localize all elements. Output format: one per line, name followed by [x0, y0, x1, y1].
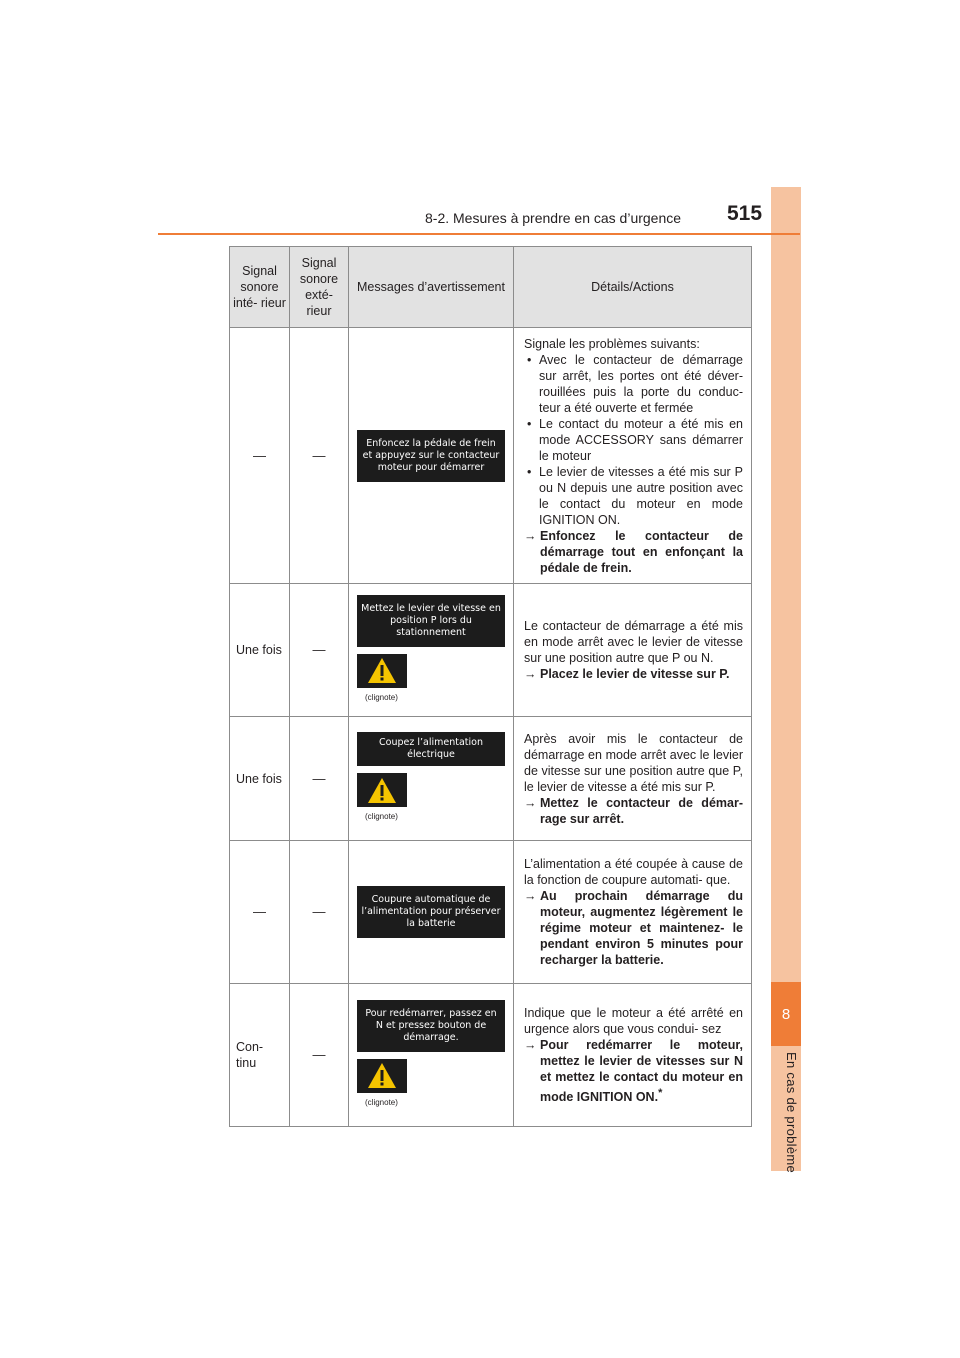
warning-triangle-icon: [357, 773, 407, 807]
blink-caption: (clignote): [365, 1097, 398, 1107]
warning-message-display: Pour redémarrer, passez en N et pressez bouton de démarrage.: [357, 1000, 505, 1052]
exterior-buzzer-cell: —: [290, 328, 349, 584]
warning-triangle-icon: [357, 654, 407, 688]
details-bullet: • Le contact du moteur a été mis en mode ACCESSORY sans démarrer le moteur: [524, 416, 743, 464]
action-text-body: Pour redémarrer le moteur, mettez le levier de vitesses sur N et mettez le contact du moteur en mode IGNITION ON.: [540, 1037, 743, 1105]
interior-buzzer-cell: Con- tinu: [230, 984, 290, 1127]
message-cell: [349, 328, 514, 584]
exterior-buzzer-cell: —: [290, 584, 349, 717]
interior-buzzer-cell: —: [230, 841, 290, 984]
exterior-buzzer-cell: —: [290, 841, 349, 984]
details-bullet-list: [524, 352, 743, 528]
blink-caption: (clignote): [365, 812, 398, 821]
interior-buzzer-cell: Une fois: [230, 717, 290, 841]
details-cell: [514, 841, 752, 984]
table-row: [230, 328, 752, 584]
page-number: 515: [727, 202, 763, 225]
details-bullet: • Avec le contacteur de démarrage sur arrêt, les portes ont été déver- rouillées puis la porte du conduc- teur a été ouverte et fermée: [524, 352, 743, 416]
arrow-icon: →: [524, 795, 537, 810]
details-cell: [514, 717, 752, 841]
chapter-sidebar: [771, 187, 801, 1174]
section-title: 8-2. Mesures à prendre en cas d’urgence: [425, 210, 682, 226]
message-cell: [349, 584, 514, 717]
warning-triangle-icon: [357, 1059, 407, 1093]
exterior-buzzer-cell: —: [290, 984, 349, 1127]
details-cell: [514, 584, 752, 717]
details-action: [524, 888, 743, 968]
table-row: [230, 717, 752, 841]
footnote-mark: *: [658, 1086, 663, 1099]
details-intro: Après avoir mis le contacteur de démarrage en mode arrêt avec le levier de vitesse sur une position autre que P, le levier de vitesse a été mis sur P.: [524, 731, 743, 794]
action-text: Enfoncez le contacteur de démarrage tout en enfonçant la pédale de frein.: [540, 528, 743, 575]
chapter-number-tab: 8: [771, 982, 801, 1046]
details-cell: [514, 328, 752, 584]
message-cell: [349, 841, 514, 984]
details-intro: Signale les problèmes suivants:: [524, 336, 700, 351]
interior-buzzer-cell: Une fois: [230, 584, 290, 717]
arrow-icon: →: [524, 667, 537, 681]
details-action: [524, 1037, 743, 1105]
header-details: Détails/Actions: [514, 247, 752, 328]
warning-message-display: Coupez l’alimentation électrique: [357, 732, 505, 766]
details-intro: L’alimentation a été coupée à cause de la fonction de coupure automati- que.: [524, 857, 743, 887]
warning-messages-table: [229, 246, 752, 1127]
blink-caption: (clignote): [365, 692, 398, 702]
warning-message-display: Coupure automatique de l’alimentation pour préserver la batterie: [357, 886, 505, 938]
details-action: [524, 795, 743, 827]
details-action: [524, 666, 743, 682]
exterior-buzzer-cell: —: [290, 717, 349, 841]
details-intro: Le contacteur de démarrage a été mis en mode arrêt avec le levier de vitesse sur une position autre que P ou N.: [524, 619, 743, 665]
warning-message-display: Enfoncez la pédale de frein et appuyez sur le contacteur moteur pour démarrer: [357, 430, 505, 482]
chapter-label: En cas de problème: [784, 1052, 799, 1174]
arrow-icon: →: [524, 528, 537, 543]
message-cell: [349, 984, 514, 1127]
message-cell: [349, 717, 514, 841]
warning-message-display: Mettez le levier de vitesse en position P lors du stationnement: [357, 595, 505, 647]
details-cell: [514, 984, 752, 1127]
header-exterior-buzzer: Signal sonore exté- rieur: [290, 247, 349, 328]
header-messages: Messages d’avertissement: [349, 247, 514, 328]
details-bullet: • Le levier de vitesses a été mis sur P ou N depuis une autre position avec le contact du moteur en mode IGNITION ON.: [524, 464, 743, 528]
details-action: [524, 528, 743, 576]
details-intro: Indique que le moteur a été arrêté en urgence alors que vous condui- sez: [524, 1005, 743, 1036]
table-row: [230, 584, 752, 717]
arrow-icon: →: [524, 889, 537, 903]
table-header-row: [230, 247, 752, 328]
header-rule: [158, 233, 800, 235]
action-text: Mettez le contacteur de démar- rage sur arrêt.: [540, 795, 743, 826]
arrow-icon: →: [524, 1037, 537, 1052]
interior-buzzer-cell: —: [230, 328, 290, 584]
table-row: [230, 984, 752, 1127]
table-row: [230, 841, 752, 984]
action-text: Au prochain démarrage du moteur, augmentez légèrement le régime moteur et maintenez- le pendant environ 5 minutes pour recharger la batterie.: [540, 889, 743, 967]
action-text: Placez le levier de vitesse sur P.: [540, 667, 730, 681]
action-text: [540, 1037, 743, 1105]
header-interior-buzzer: Signal sonore inté- rieur: [230, 247, 290, 328]
